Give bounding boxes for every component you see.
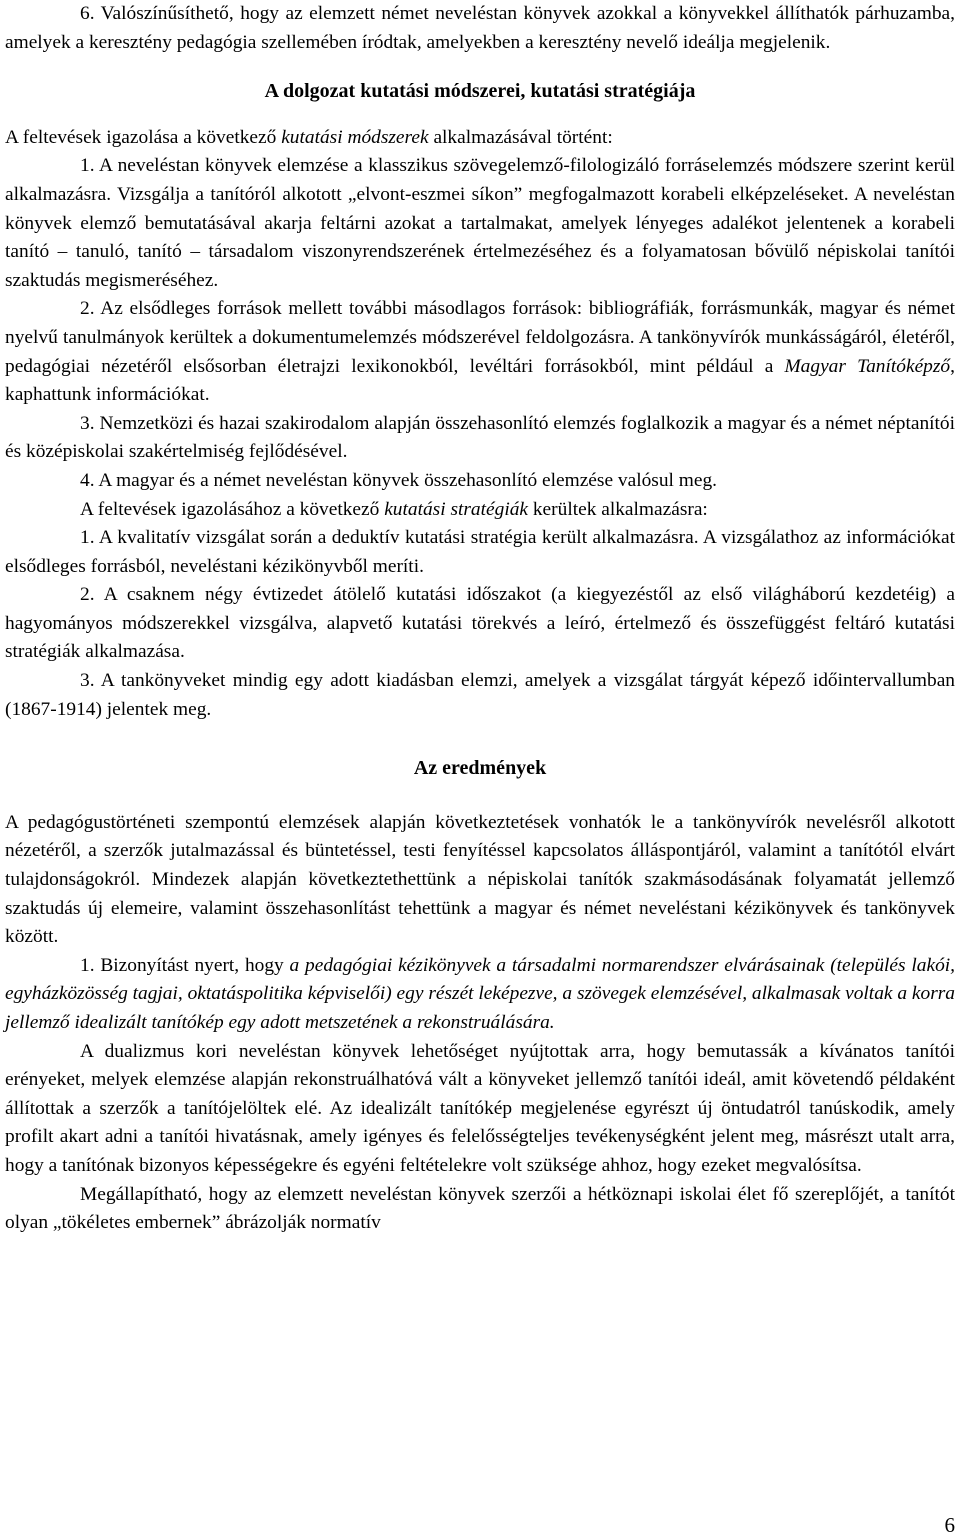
- result-last-paragraph: Megállapítható, hogy az elemzett neveléstan könyvek szerzői a hétköznapi iskolai élet fő szereplőjét, a tanítót olyan „tökéletes embernek” ábrázolják normatív: [5, 1183, 955, 1234]
- method-item-4: 4. A magyar és a német neveléstan könyvek összehasonlító elemzése valósul meg.: [80, 469, 718, 491]
- page-number: 6: [944, 1513, 955, 1537]
- section-heading-results: Az eredmények: [413, 757, 547, 780]
- strategy-item-3: 3. A tankönyveket mindig egy adott kiadásban elemzi, amelyek a vizsgálat tárgyát képező időintervallumban (1867-1914) jelentek meg.: [5, 670, 955, 720]
- strategies-intro: A feltevések igazolásához a következő kutatási stratégiák kerültek alkalmazásra:: [80, 498, 708, 520]
- method-item-1: 1. A neveléstan könyvek elemzése a klasszikus szövegelemző-filologizáló forráselemzés módszere szerint kerül alkalmazásra. Vizsgálja a tanítóról alkotott „elvont-eszmei síkon” megfogalmazott korabeli elképzeléseket. A neveléstan könyvek elemző bemutatásával akarja feltárni azokat a tartalmakat, amelyek lényeges adalékot jelentenek a korabeli tanító – tanuló, tanító – társadalom viszonyrendszerének értelmezéséhez és a folyamatosan bővülő népiskolai tanítói szaktudás megismeréséhez.: [5, 155, 955, 291]
- methods-intro: A feltevések igazolása a következő kutatási módszerek alkalmazásával történt:: [5, 126, 613, 148]
- method-item-3: 3. Nemzetközi és hazai szakirodalom alapján összehasonlító elemzés foglalkozik a magyar és a német néptanítói és középiskolai szakértelmiség fejlődésével.: [5, 412, 955, 463]
- strategy-item-1: 1. A kvalitatív vizsgálat során a deduktív kutatási stratégia került alkalmazásra. A vizsgálathoz az információkat elsődleges forrásból, neveléstani kézikönyvből meríti.: [5, 527, 955, 577]
- results-intro: A pedagógustörténeti szempontú elemzések alapján következtetések vonhatók le a tankönyvírók nevelésről alkotott nézetéről, a szerzők jutalmazással és büntetéssel, testi fenyítéssel kapcsolatos álláspontjáról, valamint a tanítótól elvárt tulajdonságokról. Mindezek alapján következtethettünk a népiskolai tanítók szakmásodásának folyamatát jellemző szaktudás új elemeire, valamint összehasonlítást tehettünk a magyar és német neveléstani kézikönyvek és tankönyvek között.: [5, 811, 955, 948]
- section-heading-methods: A dolgozat kutatási módszerei, kutatási stratégiája: [264, 80, 696, 103]
- strategy-item-2: 2. A csaknem négy évtizedet átölelő kutatási időszakot (a kiegyezéstől az első világháború kezdetéig) a hagyományos módszerekkel vizsgálva, alapvető kutatási törekvés a leíró, értelmező és összefüggést feltáró kutatási stratégiák alkalmazása.: [5, 584, 955, 663]
- result-item-1: 1. Bizonyítást nyert, hogy a pedagógiai kézikönyvek a társadalmi normarendszer elvárásainak (település lakói, egyházközösség tagjai, oktatáspolitika képviselői) egy részét leképezve, a szövegek elemzésével, alkalmasak voltak a korra jellemző idealizált tanítókép egy adott metszetének a rekonstruálására.: [5, 954, 956, 1033]
- intro-item-6: 6. Valószínűsíthető, hogy az elemzett német neveléstan könyvek azokkal a könyvekkel állíthatók párhuzamba, amelyek a keresztény pedagógia szellemében íródtak, amelyekben a keresztény nevelő ideálja megjelenik.: [5, 3, 955, 53]
- document-page: [5, 0, 955, 1238]
- result-item-1-continuation: A dualizmus kori neveléstan könyvek lehetőséget nyújtottak arra, hogy bemutassák a kívánatos tanítói erényeket, melyek elemzése alapján rekonstruálhatóvá vált a könyveket jellemző tanítói ideál, amit követendő példaként állítottak a szerzők a tanítójelöltek elé. Az idealizált tanítókép megjelenése egyrészt új öntudatról tanúskodik, amely profilt akart adni a tanítói hivatásnak, amely igényes és felelősségteljes tevékenységként jelent meg, másrészt utalt arra, hogy a tanítónak bizonyos képességekre és egyéni feltételekre volt szüksége ahhoz, hogy ezeket megvalósítsa.: [5, 1040, 955, 1176]
- method-item-2: 2. Az elsődleges források mellett további másodlagos források: bibliográfiák, forrásmunkák, magyar és német nyelvű tanulmányok kerültek a dokumentumelemzés módszerével feldolgozásra. A tankönyvírók munkásságáról, életéről, pedagógiai nézetéről elsősorban életrajzi lexikonokból, levéltári forrásokból, mint például a Magyar Tanítóképző, kaphattunk információkat.: [5, 298, 955, 406]
